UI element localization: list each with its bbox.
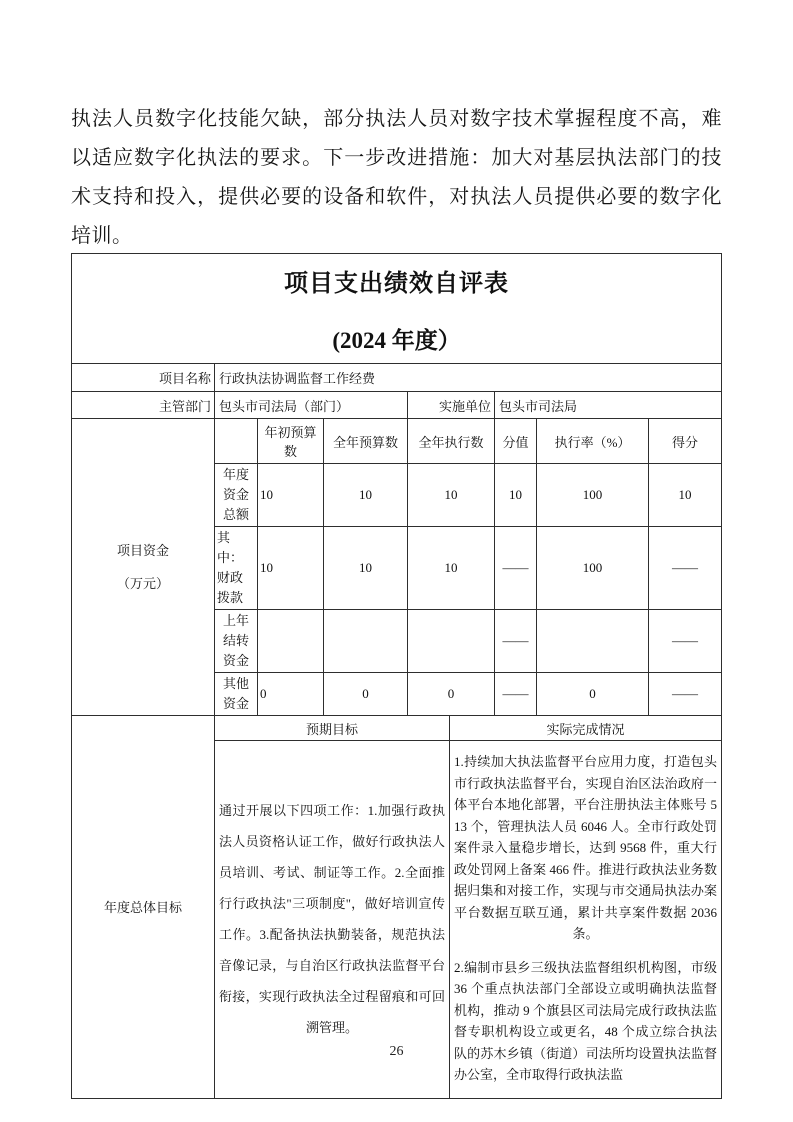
- cell-total-execution: 10: [408, 464, 495, 527]
- self-evaluation-table: [71, 253, 722, 1099]
- col-header-annual-budget: 全年预算数: [324, 419, 408, 464]
- cell-carryover-rate: [537, 610, 649, 673]
- cell-total-weight: 10: [495, 464, 537, 527]
- page-number: 26: [389, 1044, 404, 1059]
- dept-label: 主管部门: [72, 392, 215, 419]
- col-header-score: 得分: [649, 419, 722, 464]
- cell-total-rate: 100: [537, 464, 649, 527]
- intro-paragraph: 执法人员数字化技能欠缺，部分执法人员对数字技术掌握程度不高，难以适应数字化执法的要求。下一步改进措施：加大对基层执法部门的技术支持和投入，提供必要的设备和软件，对执法人员提供必要的数字化培训。: [71, 108, 722, 247]
- cell-total-annual-budget: 10: [324, 464, 408, 527]
- cell-fiscal-execution: 10: [408, 527, 495, 610]
- cell-carryover-score: ——: [649, 610, 722, 673]
- project-name-value: 行政执法协调监督工作经费: [215, 364, 722, 392]
- cell-fiscal-annual-budget: 10: [324, 527, 408, 610]
- row-label-total-funds: 年度资金总额: [215, 464, 258, 527]
- funding-section-label-line2: （万元）: [116, 576, 169, 591]
- unit-value: 包头市司法局: [495, 392, 722, 419]
- cell-other-weight: ——: [495, 673, 537, 716]
- project-name-row: [72, 364, 722, 392]
- col-header-annual-execution: 全年执行数: [408, 419, 495, 464]
- row-label-other-funds: 其他资金: [215, 673, 258, 716]
- funding-sublabel-empty: [215, 419, 258, 464]
- row-label-fiscal-allocation: 其中：财政拨款: [215, 527, 258, 610]
- project-name-label: 项目名称: [72, 364, 215, 392]
- unit-label: 实施单位: [408, 392, 495, 419]
- col-header-execution-rate: 执行率（%）: [537, 419, 649, 464]
- table-title-cell: [72, 254, 722, 364]
- cell-total-initial: 10: [258, 464, 324, 527]
- title-row: [72, 254, 722, 364]
- cell-other-rate: 0: [537, 673, 649, 716]
- cell-fiscal-rate: 100: [537, 527, 649, 610]
- actual-completion-header: 实际完成情况: [450, 716, 722, 741]
- cell-carryover-annual-budget: [324, 610, 408, 673]
- dept-value: 包头市司法局（部门）: [215, 392, 408, 419]
- funding-section-label-line1: 项目资金: [116, 543, 169, 558]
- cell-total-score: 10: [649, 464, 722, 527]
- funding-header-row: [72, 419, 722, 464]
- actual-completion-paragraph-2: 2.编制市县乡三级执法监督组织机构图，市级 36 个重点执法部门全部设立或明确执法监督机构，推动 9 个旗县区司法局完成行政执法监督专职机构设立或更名，48 个成立综合执法队的苏木乡镇（街道）司法所均设置执法监督办公室，全市取得行政执法监: [454, 959, 718, 1082]
- cell-fiscal-weight: ——: [495, 527, 537, 610]
- table-title: 项目支出绩效自评表: [284, 270, 510, 297]
- cell-fiscal-score: ——: [649, 527, 722, 610]
- cell-other-annual-budget: 0: [324, 673, 408, 716]
- department-row: [72, 392, 722, 419]
- expected-goal-text: 通过开展以下四项工作：1.加强行政执法人员资格认证工作，做好行政执法人员培训、考试、制证等工作。2.全面推行行政执法"三项制度''，做好培训宣传工作。3.配备执法执勤装备，规范执法音像记录，与自治区行政执法监督平台衔接，实现行政执法全过程留痕和可回溯管理。: [215, 741, 450, 1099]
- cell-other-score: ——: [649, 673, 722, 716]
- cell-carryover-execution: [408, 610, 495, 673]
- col-header-initial-budget: 年初预算数: [258, 419, 324, 464]
- cell-other-execution: 0: [408, 673, 495, 716]
- goals-section-label: 年度总体目标: [72, 716, 215, 1099]
- cell-fiscal-initial: 10: [258, 527, 324, 610]
- table-subtitle-year: (2024 年度）: [332, 327, 461, 353]
- cell-carryover-initial: [258, 610, 324, 673]
- funding-section-label: [72, 419, 215, 716]
- cell-carryover-weight: ——: [495, 610, 537, 673]
- col-header-score-weight: 分值: [495, 419, 537, 464]
- row-label-carryover: 上年结转资金: [215, 610, 258, 673]
- actual-completion-paragraph-1: 1.持续加大执法监督平台应用力度，打造包头市行政执法监督平台，实现自治区法治政府一体平台本地化部署，平台注册执法主体账号 513 个，管理执法人员 6046 人。全市行政处罚案件录入量稳步增长，达到 9568 件，重大行政处罚网上备案 466 件。推进行政执法业务数据归集和对接工作，实现与市交通局执法办案平台数据互联互通，累计共享案件数据 2036 条。: [454, 754, 718, 941]
- goals-header-row: [72, 716, 722, 741]
- expected-goal-header: 预期目标: [215, 716, 450, 741]
- cell-other-initial: 0: [258, 673, 324, 716]
